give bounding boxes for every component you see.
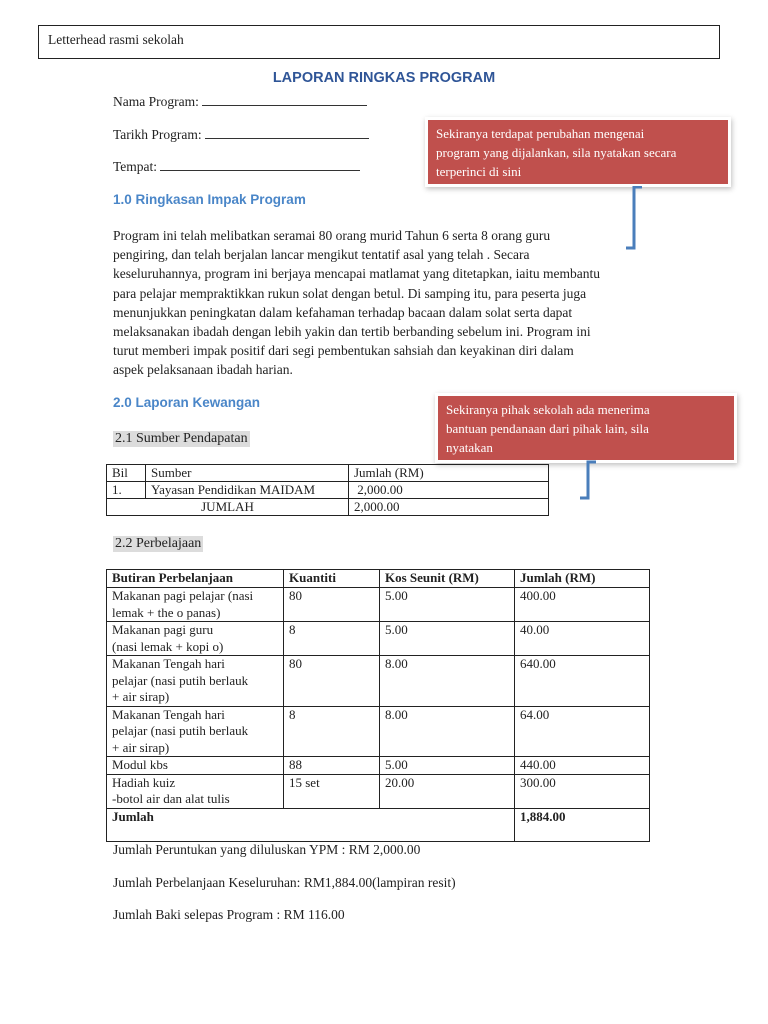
- paragraph-line: para pelajar mempraktikkan rukun solat dengan betul. Di samping itu, para peserta juga: [113, 285, 587, 301]
- section2-heading: 2.0 Laporan Kewangan: [113, 395, 261, 410]
- paragraph-line: Program ini telah melibatkan seramai 80 orang murid Tahun 6 serta 8 orang guru: [113, 228, 551, 243]
- item-line: (nasi lemak + kopi o): [112, 638, 224, 654]
- cell-unit: 20.00: [380, 774, 515, 808]
- paragraph-line: pengiring, dan telah berjalan lancar mengikut tentatif asal yang telah . Secara: [113, 247, 530, 263]
- blank-line: [160, 158, 360, 171]
- paragraph-line: keseluruhannya, program ini berjaya mencapai matlamat yang ditetapkan, iaitu membantu: [113, 266, 600, 282]
- cell-item: [107, 774, 284, 808]
- cell-total: 64.00: [515, 706, 650, 757]
- cell-sumber: Yayasan Pendidikan MAIDAM: [146, 482, 349, 499]
- table-row: [107, 757, 650, 775]
- table-row: [107, 706, 650, 757]
- cell-unit: 5.00: [380, 622, 515, 656]
- cell-qty: 15 set: [284, 774, 380, 808]
- cell-qty: 80: [284, 588, 380, 622]
- header-cell: Jumlah (RM): [349, 465, 549, 482]
- total-label: JUMLAH: [107, 499, 349, 516]
- cell-total: 300.00: [515, 774, 650, 808]
- field-nama-program: [113, 93, 367, 110]
- cell-unit: 5.00: [380, 588, 515, 622]
- item-line: Makanan Tengah hari: [112, 656, 225, 671]
- paragraph-line: turut memberi impak positif dari segi pembentukan sahsiah dan keyakinan diri dalam: [113, 343, 574, 359]
- cell-qty: 88: [284, 757, 380, 775]
- total-value: 1,884.00: [515, 808, 650, 841]
- table-total-row: [107, 499, 549, 516]
- section1-paragraph: [113, 226, 658, 380]
- field-tempat: [113, 158, 360, 175]
- field-label: Nama Program:: [113, 94, 203, 109]
- item-line: Makanan pagi pelajar (nasi: [112, 588, 254, 603]
- item-line: + air sirap): [112, 689, 170, 704]
- header-cell: Kuantiti: [284, 570, 380, 588]
- blank-line: [205, 126, 369, 139]
- cell-unit: 8.00: [380, 656, 515, 707]
- table-row: [107, 482, 549, 499]
- cell-total: 400.00: [515, 588, 650, 622]
- expense-subheading: 2.2 Perbelajaan: [115, 536, 202, 551]
- item-line: + air sirap): [112, 739, 170, 755]
- item-line: pelajar (nasi putih berlauk: [112, 672, 249, 688]
- callout-program-change: [428, 120, 728, 184]
- paragraph-line: melaksanakan ibadah dengan lebih yakin dan tertib berbanding sebelum ini. Program ini: [113, 324, 591, 340]
- table-header-row: [107, 465, 549, 482]
- expense-table: [106, 569, 650, 842]
- cell-unit: 5.00: [380, 757, 515, 775]
- blank-line: [202, 93, 367, 106]
- header-cell: Bil: [107, 465, 146, 482]
- field-label: Tempat:: [113, 159, 161, 174]
- field-label: Tarikh Program:: [113, 127, 206, 142]
- income-table: [106, 464, 549, 516]
- cell-total: 640.00: [515, 656, 650, 707]
- total-label: Jumlah: [107, 808, 515, 841]
- header-cell: Sumber: [146, 465, 349, 482]
- cell-item: [107, 656, 284, 707]
- page-title: LAPORAN RINGKAS PROGRAM: [272, 70, 496, 86]
- callout-line: nyatakan: [446, 440, 493, 455]
- cell-item: [107, 588, 284, 622]
- item-line: -botol air dan alat tulis: [112, 791, 230, 806]
- table-row: [107, 656, 650, 707]
- income-subheading: 2.1 Sumber Pendapatan: [115, 431, 248, 446]
- cell-qty: 8: [284, 706, 380, 757]
- cell-jumlah: 2,000.00: [349, 482, 549, 499]
- letterhead-text: Letterhead rasmi sekolah: [48, 32, 184, 47]
- connector-arrow-icon: [572, 460, 602, 505]
- table-row: [107, 622, 650, 656]
- letterhead-box: [38, 25, 720, 59]
- table-total-row: [107, 808, 650, 841]
- summary-allocation: Jumlah Peruntukan yang diluluskan YPM : RM 2,000.00: [113, 842, 421, 857]
- header-cell: Jumlah (RM): [515, 570, 650, 588]
- header-cell: Kos Seunit (RM): [380, 570, 515, 588]
- field-tarikh-program: [113, 126, 369, 143]
- summary-spending: Jumlah Perbelanjaan Keseluruhan: RM1,884.00(lampiran resit): [113, 875, 456, 890]
- header-cell: Butiran Perbelanjaan: [107, 570, 284, 588]
- cell-total: 440.00: [515, 757, 650, 775]
- callout-funding: [438, 396, 734, 460]
- table-header-row: [107, 570, 650, 588]
- cell-qty: 80: [284, 656, 380, 707]
- cell-qty: 8: [284, 622, 380, 656]
- table-row: [107, 774, 650, 808]
- item-line: Makanan Tengah hari: [112, 706, 225, 722]
- cell-item: [107, 706, 284, 757]
- paragraph-line: aspek pelaksanaan ibadah harian.: [113, 362, 293, 378]
- callout-line: Sekiranya terdapat perubahan mengenai: [436, 126, 645, 141]
- section1-heading: 1.0 Ringkasan Impak Program: [113, 192, 306, 207]
- cell-unit: 8.00: [380, 706, 515, 757]
- callout-line: terperinci di sini: [436, 164, 522, 179]
- total-value: 2,000.00: [349, 499, 549, 516]
- item-line: Makanan pagi guru: [112, 622, 214, 637]
- cell-item: [107, 622, 284, 656]
- item-line: lemak + the o panas): [112, 604, 221, 620]
- cell-bil: 1.: [107, 482, 146, 499]
- item-line: pelajar (nasi putih berlauk: [112, 723, 249, 738]
- table-row: [107, 588, 650, 622]
- cell-total: 40.00: [515, 622, 650, 656]
- callout-line: program yang dijalankan, sila nyatakan secara: [436, 145, 677, 160]
- item-line: Hadiah kuiz: [112, 774, 176, 790]
- callout-line: bantuan pendanaan dari pihak lain, sila: [446, 421, 649, 436]
- paragraph-line: menunjukkan peningkatan dalam kefahaman terhadap bacaan dalam solat serta dapat: [113, 304, 573, 320]
- cell-item: Modul kbs: [107, 757, 284, 775]
- summary-balance: Jumlah Baki selepas Program : RM 116.00: [113, 907, 345, 922]
- callout-line: Sekiranya pihak sekolah ada menerima: [446, 402, 650, 417]
